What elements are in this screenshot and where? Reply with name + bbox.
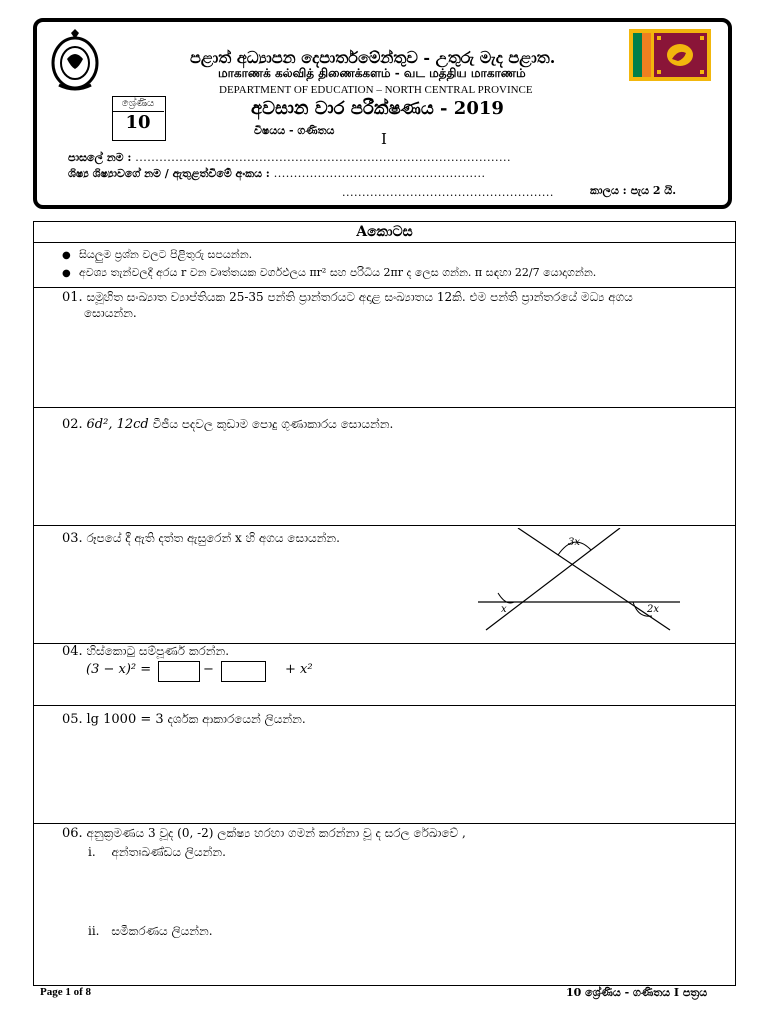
school-name-field[interactable] bbox=[68, 151, 511, 165]
question-number: 03. bbox=[62, 531, 83, 546]
question-number: 05. bbox=[62, 712, 83, 727]
question-expression: lg 1000 = 3 bbox=[86, 712, 164, 727]
question-number: 06. bbox=[62, 826, 83, 841]
angle-diagram bbox=[470, 528, 690, 638]
school-name-label: පාසලේ නම : bbox=[68, 151, 132, 164]
equation-lhs: (3 − x)² = bbox=[86, 662, 152, 677]
exam-title: අවසාන වාර පරීක්ෂණය - 2019 bbox=[251, 98, 504, 119]
student-name-dots: ..................................................... bbox=[273, 167, 486, 180]
sub-number: ii. bbox=[88, 924, 100, 938]
student-name-field[interactable] bbox=[68, 167, 486, 181]
bullet-icon: ● bbox=[62, 250, 71, 261]
sub-text: සමීකරණය ලියන්න. bbox=[111, 924, 213, 938]
section-a-title: Aකොටස bbox=[33, 222, 736, 243]
equation-tail: + x² bbox=[285, 662, 313, 677]
answer-box-1[interactable] bbox=[158, 661, 200, 682]
national-emblem bbox=[49, 27, 101, 91]
exam-duration: කාලය : පැය 2 යි. bbox=[590, 184, 677, 197]
question-number: 04. bbox=[62, 644, 83, 659]
question-text: සමූහිත සංඛ්‍යාත ව්‍යාප්තියක 25-35 පන්ති ප්‍රාන්තරයට අදාළ සංඛ්‍යාතය 12කි. එම පන්ති ප්‍රාන්තරයේ මධ්‍ය අගය bbox=[86, 290, 633, 304]
angle-label-top: 3x bbox=[568, 537, 581, 548]
question-text: රූපයේ දී ඇති දත්ත ඇසුරෙන් x හි අගය සොයන්න. bbox=[86, 531, 340, 545]
page-number: Page 1 of 8 bbox=[40, 986, 92, 998]
question-3 bbox=[62, 531, 340, 546]
paper-number: I bbox=[381, 130, 387, 148]
question-1 bbox=[62, 290, 633, 305]
student-index-field[interactable] bbox=[342, 186, 554, 199]
footer-paper-label: 10 ශ්‍රේණිය - ගණිතය I පත්‍රය bbox=[566, 986, 708, 999]
sub-text: අන්තඃඛණ්ඩය ලියන්න. bbox=[111, 845, 226, 859]
sri-lanka-flag bbox=[629, 29, 711, 81]
answer-box-2[interactable] bbox=[221, 661, 266, 682]
question-6-part-i bbox=[88, 845, 226, 860]
divider bbox=[33, 823, 736, 824]
question-number: 02. bbox=[62, 417, 83, 432]
bullet-icon: ● bbox=[62, 268, 71, 279]
department-title-english: DEPARTMENT OF EDUCATION – NORTH CENTRAL PROVINCE bbox=[219, 84, 533, 96]
question-1-line2: සොයන්න. bbox=[84, 306, 137, 320]
subject-label: විෂයය - ගණිතය bbox=[254, 124, 335, 137]
school-name-dots: .............................................................................................. bbox=[135, 151, 511, 164]
question-6-part-ii bbox=[88, 924, 213, 939]
instruction-1: සියලුම ප්‍රශ්න වලට පිළිතුරු සපයන්න. bbox=[79, 248, 253, 261]
divider bbox=[33, 287, 736, 288]
question-text: අනුක්‍රමණය 3 වූද (0, -2) ලක්ෂ්‍ය හරහා ගමන් කරන්නා වූ ද සරල රේඛාවේ , bbox=[86, 826, 466, 840]
question-text: වීජීය පදවල කුඩාම පොදු ගුණාකාරය සොයන්න. bbox=[152, 417, 394, 431]
department-title-sinhala: පළාත් අධ්‍යාපන දෙපාර්තමේන්තුව - උතුරු මැද පළාත. bbox=[190, 48, 556, 67]
divider bbox=[33, 407, 736, 408]
question-text: දර්ශක ආකාරයෙන් ලියන්න. bbox=[167, 712, 306, 726]
department-title-tamil: மாகாணக் கல்வித் திணைக்களம் - வட மத்திய மாகாணம் bbox=[218, 66, 526, 80]
question-text: හිස්කොටු සම්පූර්ණ කරන්න. bbox=[86, 644, 230, 658]
sub-number: i. bbox=[88, 845, 96, 859]
question-5 bbox=[62, 712, 306, 727]
instruction-2: අවශ්‍ය තැන්වලදී අරය r වන වෘත්තයක වර්ගඵලය πr² සහ පරිධිය 2πr ද ලෙස ගන්න. π සඳහා 22/7 යොදාගන්න. bbox=[79, 266, 597, 279]
student-index-dots: ..................................................... bbox=[342, 186, 554, 199]
question-number: 01. bbox=[62, 290, 83, 305]
angle-label-right: 2x bbox=[647, 604, 660, 615]
question-expression: 6d², 12cd bbox=[86, 417, 149, 432]
angle-label-left: x bbox=[501, 604, 507, 615]
student-name-label: ශිෂ්‍ය ශිෂ්‍යාවගේ නම / ඇතුළත්වීමේ අංකය : bbox=[68, 167, 270, 180]
equation-minus: − bbox=[203, 662, 214, 677]
question-4 bbox=[62, 644, 229, 659]
divider bbox=[33, 705, 736, 706]
question-2 bbox=[62, 417, 393, 432]
question-6 bbox=[62, 826, 466, 841]
grade-label: ශ්‍රේණිය bbox=[112, 97, 164, 112]
divider bbox=[33, 525, 736, 526]
grade-value: 10 bbox=[125, 112, 151, 133]
